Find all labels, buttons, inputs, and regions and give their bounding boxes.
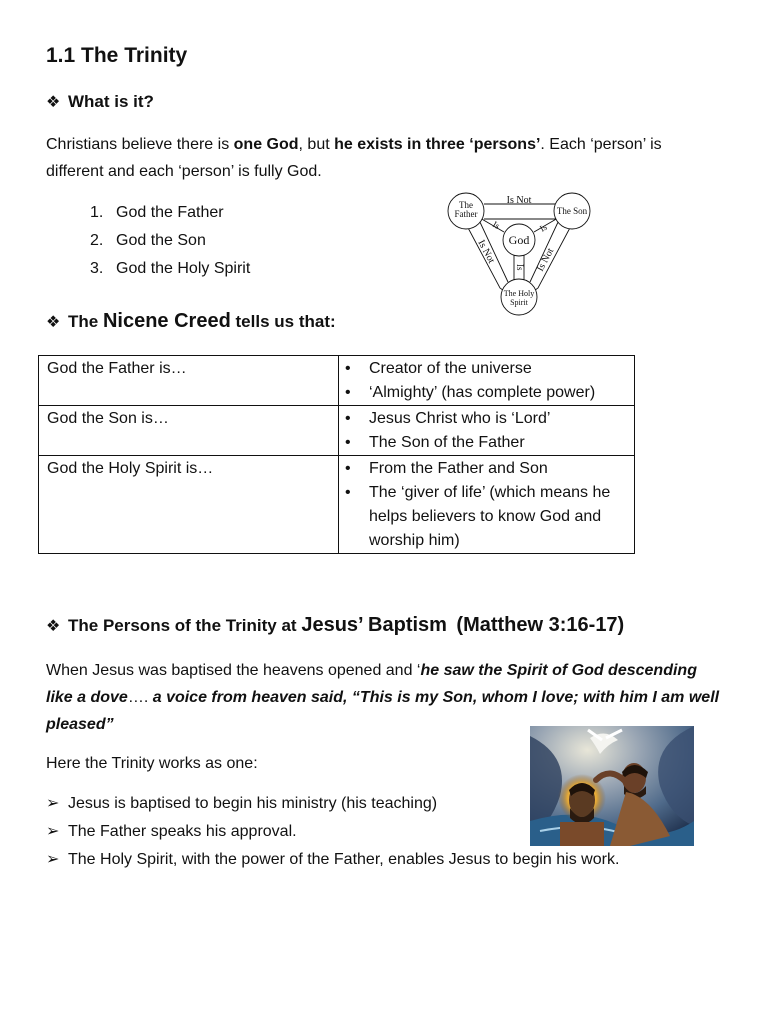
trinity-shield-diagram (444, 192, 594, 316)
diagram-father-label-line2: Father (454, 209, 478, 219)
list-item: • The Son of the Father (345, 434, 525, 451)
diamond-bullet-icon: ❖ (46, 314, 61, 331)
nicene-creed-table (38, 355, 635, 554)
list-item: • From the Father and Son (345, 460, 548, 477)
diagram-god-label: God (508, 233, 530, 247)
list-item: • ‘Almighty’ (has complete power) (345, 384, 596, 401)
diagram-is-center: Is (515, 264, 525, 271)
list-item: ➢ Jesus is baptised to begin his ministry (his teaching) (46, 790, 619, 818)
persons-list (90, 199, 250, 283)
diagram-father-label: The (459, 200, 473, 210)
section-heading-baptism: ❖ The Persons of the Trinity at Jesus’ Baptism (Matthew 3:16-17) (46, 614, 625, 636)
arrow-bullet-icon: ➢ (46, 823, 60, 840)
list-item: 3. God the Holy Spirit (90, 260, 251, 277)
table-cell-items (339, 356, 635, 406)
list-item: ➢ The Father speaks his approval. (46, 818, 619, 846)
diagram-is-left: Is (491, 219, 502, 231)
diagram-is-not-right: Is Not (534, 246, 557, 274)
baptism-paragraph: When Jesus was baptised the heavens opened and ‘he saw the Spirit of God descending like a dove…. a voice from heaven said, “This is my Son, whom I love; with him I am well pleased” (46, 662, 720, 733)
trinity-works-list (46, 790, 619, 874)
table-row (39, 356, 635, 406)
trinity-works-text: Here the Trinity works as one: (46, 755, 258, 772)
diagram-son-label: The Son (556, 206, 588, 216)
diagram-spirit-label: The Holy (503, 289, 535, 298)
table-cell-label: God the Son is… (39, 406, 339, 456)
list-item: • The ‘giver of life’ (which means he helps believers to know God and worship him) (345, 484, 611, 549)
list-item: 2. God the Son (90, 232, 206, 249)
table-row (39, 406, 635, 456)
list-item: • Creator of the universe (345, 360, 532, 377)
list-item: 1. God the Father (90, 204, 224, 221)
table-cell-items (339, 406, 635, 456)
arrow-bullet-icon: ➢ (46, 795, 60, 812)
intro-paragraph: Christians believe there is one God, but he exists in three ‘persons’. Each ‘person’ is different and each ‘person’ is fully God. (46, 136, 662, 180)
section-heading-what-is-it: ❖ What is it? (46, 92, 154, 111)
diagram-spirit-label-line2: Spirit (510, 298, 528, 307)
table-cell-items (339, 456, 635, 554)
page-title: 1.1 The Trinity (46, 44, 188, 67)
diamond-bullet-icon: ❖ (46, 94, 61, 111)
table-row (39, 456, 635, 554)
table-cell-label: God the Holy Spirit is… (39, 456, 339, 554)
arrow-bullet-icon: ➢ (46, 851, 60, 868)
diamond-bullet-icon: ❖ (46, 618, 61, 635)
diagram-is-not-top: Is Not (506, 195, 532, 206)
list-item: ➢ The Holy Spirit, with the power of the Father, enables Jesus to begin his work. (46, 846, 619, 874)
diagram-is-right: Is (538, 221, 549, 234)
list-item: • Jesus Christ who is ‘Lord’ (345, 410, 551, 427)
section-heading-nicene-creed: ❖ The Nicene Creed tells us that: (46, 310, 336, 332)
diagram-is-not-left: Is Not (475, 238, 497, 266)
table-cell-label: God the Father is… (39, 356, 339, 406)
